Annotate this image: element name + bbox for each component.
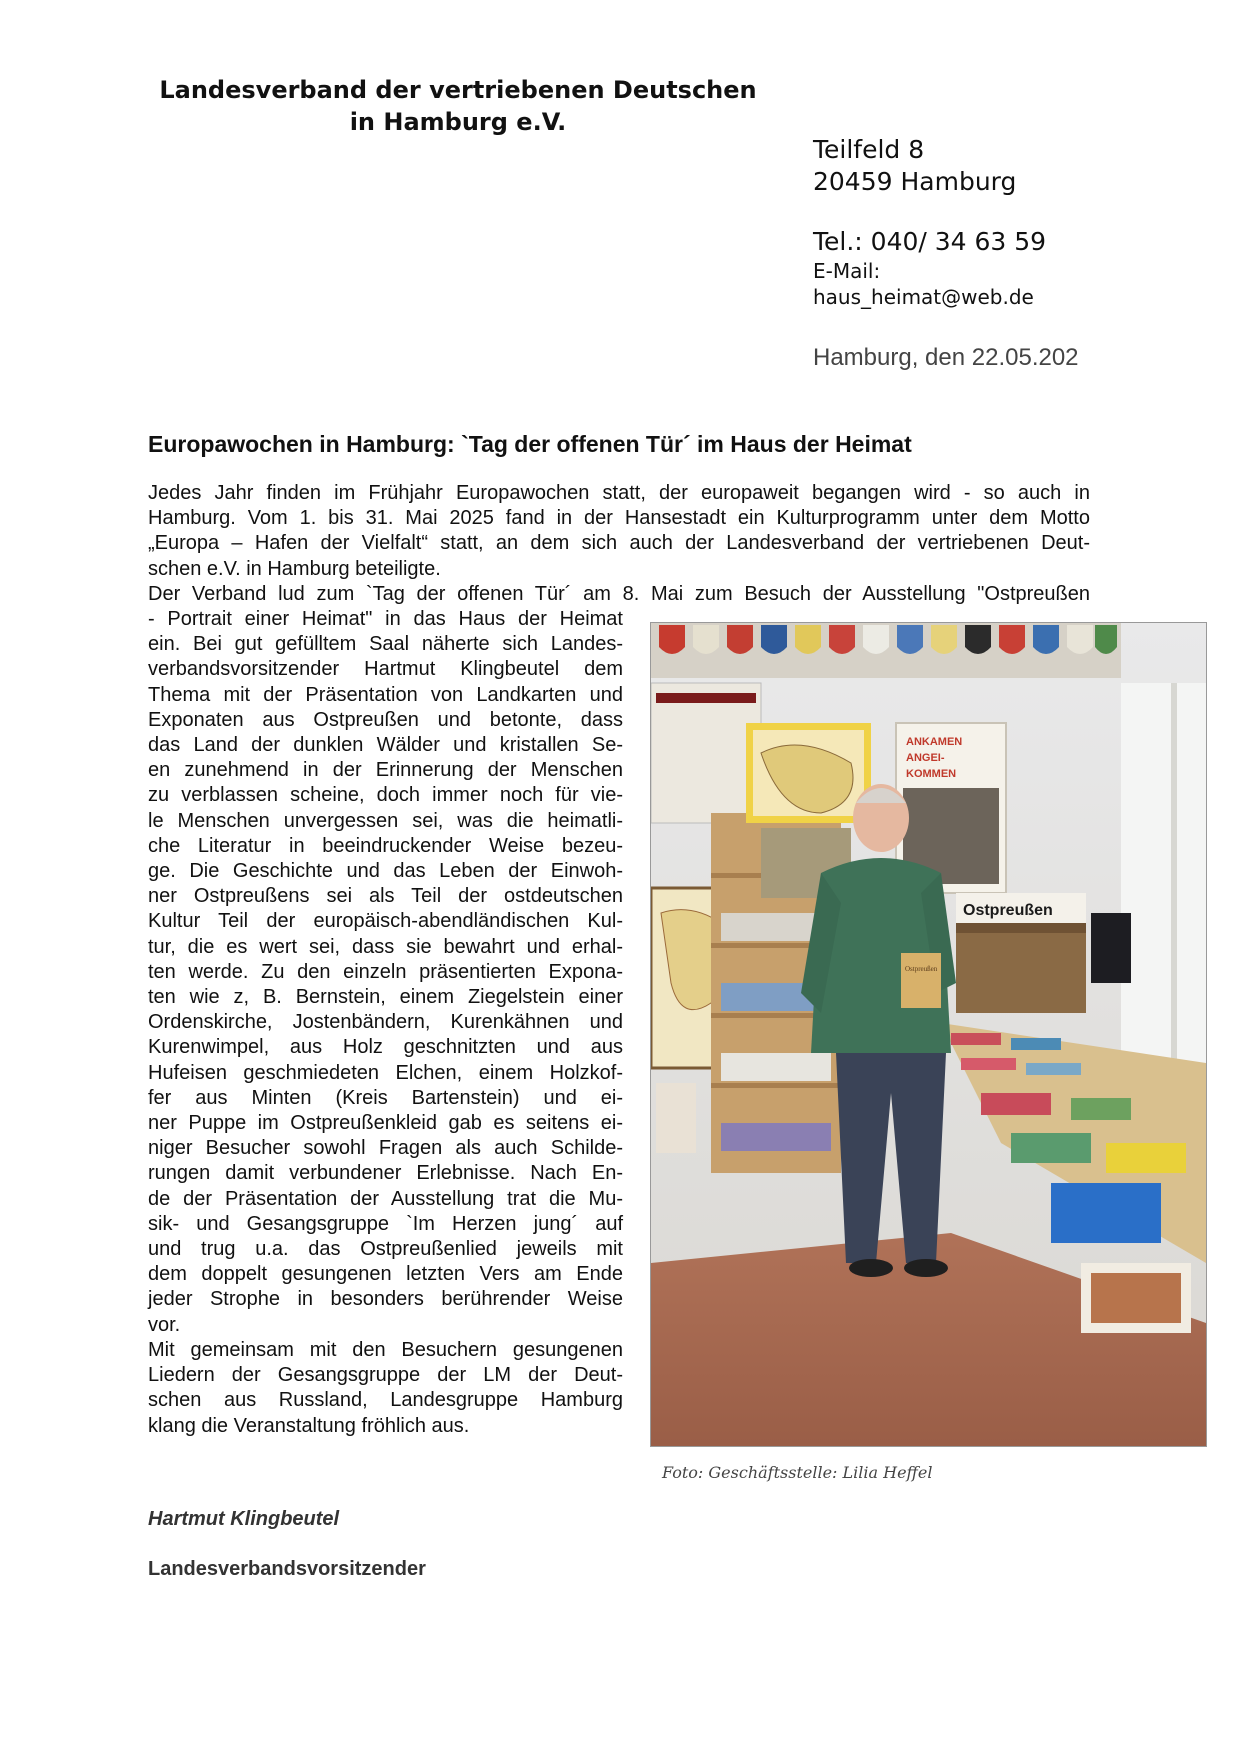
framed-map <box>746 723 871 823</box>
text-line: en zunehmend in der Erinnerung der Menschen <box>148 759 623 782</box>
text-line: Ordenskirche, Jostenbändern, Kurenkähnen und <box>148 1011 623 1034</box>
text-line: ner Puppe im Ostpreußenkleid gab es seitens ei- <box>148 1112 623 1135</box>
letter-date: Hamburg, den 22.05.202 <box>813 344 1079 371</box>
text-line: Hufeisen geschmiedeten Elchen, einem Holzkof- <box>148 1061 623 1084</box>
text-line: le Menschen unvergessen sei, was die heimatli- <box>148 809 623 832</box>
poster-text-1: ANKAMEN <box>906 736 963 748</box>
text-line: Kultur Teil der europäisch-abendländischen Kul- <box>148 910 623 933</box>
text-line: Der Verband lud zum `Tag der offenen Tür´ am 8. Mai zum Besuch der Ausstellung "Ostpreußen <box>148 582 1090 605</box>
article-headline: Europawochen in Hamburg: `Tag der offenen Tür´ im Haus der Heimat <box>148 431 912 457</box>
address-phone: Tel.: 040/ 34 63 59 <box>813 227 1047 256</box>
signature-name: Hartmut Klingbeutel <box>148 1508 340 1530</box>
address-email-label: E-Mail: <box>813 259 881 283</box>
text-line: ten werde. Zu den einzeln präsentierten Expona- <box>148 960 623 983</box>
address-street: Teilfeld 8 <box>813 135 925 164</box>
ostpreussen-chest <box>956 893 1086 1013</box>
text-line: Mit gemeinsam mit den Besuchern gesungenen <box>148 1338 623 1361</box>
text-line: verbandsvorsitzender Hartmut Klingbeutel dem <box>148 658 623 681</box>
text-line: jeder Strophe in besonders berührender Weise <box>148 1288 623 1311</box>
organization-name <box>148 74 768 138</box>
book-title: Ostpreußen <box>905 965 938 973</box>
text-line: schen e.V. in Hamburg beteiligte. <box>148 557 441 580</box>
text-line: ein. Bei gut gefülltem Saal näherte sich Landes- <box>148 633 623 656</box>
text-line: klang die Veranstaltung fröhlich aus. <box>148 1414 470 1437</box>
text-line: rungen damit verbundener Erlebnisse. Nach En- <box>148 1162 623 1185</box>
text-line: dem doppelt gesungenen letzten Vers am Ende <box>148 1263 623 1286</box>
text-line: tur, die es wert sei, dass sie bewahrt und erhal- <box>148 935 623 958</box>
photo-caption: Foto: Geschäftsstelle: Lilia Heffel <box>662 1463 933 1482</box>
banner-text: Ostpreußen <box>963 902 1053 919</box>
text-line: fer aus Minten (Kreis Bartenstein) und ei- <box>148 1086 623 1109</box>
text-line: vor. <box>148 1313 181 1336</box>
intro-paragraph <box>148 481 1090 607</box>
text-line: niger Besucher sowohl Fragen als auch Schilde- <box>148 1137 623 1160</box>
text-line: Exponaten aus Ostpreußen und betonte, dass <box>148 708 623 731</box>
event-photo <box>650 622 1207 1447</box>
signature-role: Landesverbandsvorsitzender <box>148 1558 426 1580</box>
text-line: de der Präsentation der Ausstellung trat die Mu- <box>148 1187 623 1210</box>
text-line: und trug u.a. das Ostpreußenlied jeweils mit <box>148 1238 623 1261</box>
text-line: ge. Die Geschichte und das Leben der Einwoh- <box>148 860 623 883</box>
address-city: 20459 Hamburg <box>813 167 1017 196</box>
text-line: - Portrait einer Heimat" in das Haus der Heimat <box>148 608 623 630</box>
text-line: „Europa – Hafen der Vielfalt“ statt, an dem sich auch der Landesverband der vertriebenen Deut- <box>148 532 1090 555</box>
text-line: che Literatur in beeindruckender Weise bezeu- <box>148 834 623 857</box>
text-line: ner Ostpreußens sei als Teil der ostdeutschen <box>148 885 623 908</box>
text-line: ten wie z, B. Bernstein, einem Ziegelstein einer <box>148 986 623 1009</box>
text-line: Liedern der Gesangsgruppe der LM der Deut- <box>148 1364 623 1387</box>
poster-text-3: KOMMEN <box>906 768 957 780</box>
text-line: schen aus Russland, Landesgruppe Hamburg <box>148 1389 623 1412</box>
poster-text-2: ANGEI- <box>906 752 945 764</box>
text-line: Thema mit der Präsentation von Landkarten und <box>148 683 623 706</box>
article-column <box>148 607 623 1439</box>
text-line: zu verblassen scheine, doch immer noch für vie- <box>148 784 623 807</box>
org-line-2: in Hamburg e.V. <box>349 108 567 136</box>
address-block <box>813 134 1193 371</box>
text-line: Kurenwimpel, aus Holz geschnitzten und aus <box>148 1036 623 1059</box>
text-line: Jedes Jahr finden im Frühjahr Europawochen statt, der europaweit begangen wird - so auch in <box>148 482 1090 504</box>
address-email[interactable]: haus_heimat@web.de <box>813 285 1034 309</box>
text-line: sik- und Gesangsgruppe `Im Herzen jung´ auf <box>148 1212 623 1235</box>
text-line: Hamburg. Vom 1. bis 31. Mai 2025 fand in der Hansestadt ein Kulturprogramm unter dem Motto <box>148 507 1090 530</box>
org-line-1: Landesverband der vertriebenen Deutschen <box>159 76 757 104</box>
text-line: das Land der dunklen Wälder und kristallen Se- <box>148 734 623 757</box>
